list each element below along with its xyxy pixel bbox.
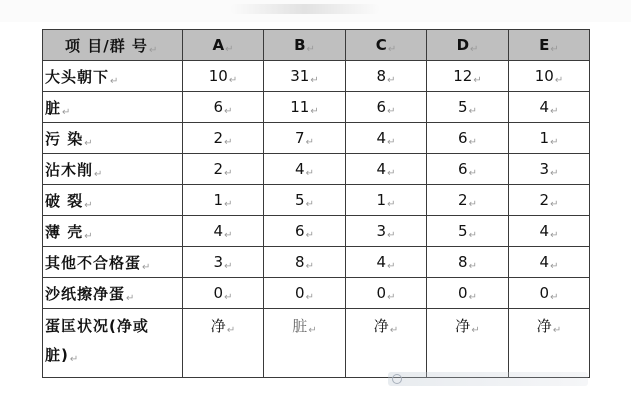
table-cell: 0↵ (427, 278, 509, 309)
table-cell: 净↵ (427, 309, 509, 378)
row-label: 薄 壳↵ (43, 216, 183, 247)
table-cell: 4↵ (346, 123, 427, 154)
table-row (43, 216, 590, 247)
return-mark-icon: ↵ (84, 199, 94, 211)
table-row (43, 247, 590, 278)
return-mark-icon: ↵ (554, 74, 564, 86)
return-mark-icon: ↵ (69, 354, 80, 365)
table-cell: 5↵ (427, 216, 509, 247)
table-cell: 1↵ (183, 185, 264, 216)
table-cell: 4↵ (346, 154, 427, 185)
table-cell: 10↵ (183, 61, 264, 92)
table-cell: 4↵ (183, 216, 264, 247)
table-cell: 10↵ (509, 61, 590, 92)
row-label: 沾木削↵ (43, 154, 183, 185)
table-cell: 12↵ (427, 61, 509, 92)
table-row (43, 309, 590, 378)
table-row (43, 92, 590, 123)
header-cell-c: C↵ (346, 30, 427, 61)
table-cell: 0↵ (264, 278, 346, 309)
row-label: 蛋匡状况(净或脏)↵ (43, 309, 183, 378)
table-cell: 2↵ (183, 123, 264, 154)
return-mark-icon: ↵ (224, 291, 233, 303)
table-row (43, 61, 590, 92)
table-cell: 11↵ (264, 92, 346, 123)
return-mark-icon: ↵ (387, 105, 396, 117)
return-mark-icon: ↵ (226, 325, 236, 336)
row-label: 沙纸擦净蛋↵ (43, 278, 183, 309)
return-mark-icon: ↵ (468, 136, 477, 148)
watermark-logo-icon (392, 374, 402, 384)
return-mark-icon: ↵ (62, 106, 72, 118)
return-mark-icon: ↵ (389, 325, 399, 336)
header-row (43, 30, 590, 61)
header-cell-b: B↵ (264, 30, 346, 61)
table-cell: 4↵ (509, 92, 590, 123)
table-cell: 0↵ (509, 278, 590, 309)
return-mark-icon: ↵ (84, 137, 94, 149)
return-mark-icon: ↵ (550, 105, 559, 117)
return-mark-icon: ↵ (310, 105, 319, 117)
return-mark-icon: ↵ (550, 167, 559, 179)
return-mark-icon: ↵ (225, 43, 234, 55)
table-cell: 2↵ (427, 185, 509, 216)
table-cell: 1↵ (346, 185, 427, 216)
return-mark-icon: ↵ (473, 74, 482, 86)
table-cell: 6↵ (183, 92, 264, 123)
table-cell: 6↵ (427, 123, 509, 154)
return-mark-icon: ↵ (387, 43, 397, 55)
table-cell: 0↵ (346, 278, 427, 309)
table-cell: 3↵ (346, 216, 427, 247)
return-mark-icon: ↵ (550, 260, 559, 272)
table-cell: 6↵ (264, 216, 346, 247)
row-label: 脏↵ (43, 92, 183, 123)
return-mark-icon: ↵ (387, 167, 396, 179)
table-row (43, 185, 590, 216)
header-cell-d: D↵ (427, 30, 509, 61)
row-label: 大头朝下↵ (43, 61, 183, 92)
return-mark-icon: ↵ (305, 260, 314, 272)
return-mark-icon: ↵ (148, 44, 159, 56)
return-mark-icon: ↵ (387, 260, 396, 272)
return-mark-icon: ↵ (224, 167, 233, 179)
return-mark-icon: ↵ (310, 74, 319, 86)
table-cell: 净↵ (346, 309, 427, 378)
return-mark-icon: ↵ (305, 136, 314, 148)
return-mark-icon: ↵ (387, 291, 396, 303)
return-mark-icon: ↵ (468, 198, 477, 210)
return-mark-icon: ↵ (110, 75, 120, 87)
table-cell: 1↵ (509, 123, 590, 154)
return-mark-icon: ↵ (224, 260, 233, 272)
return-mark-icon: ↵ (387, 74, 396, 86)
return-mark-icon: ↵ (550, 136, 559, 148)
table-cell: 3↵ (183, 247, 264, 278)
return-mark-icon: ↵ (84, 230, 94, 242)
return-mark-icon: ↵ (468, 260, 477, 272)
return-mark-icon: ↵ (142, 261, 152, 273)
table-cell: 31↵ (264, 61, 346, 92)
return-mark-icon: ↵ (224, 136, 233, 148)
defect-table (42, 29, 590, 378)
row-label: 污 染↵ (43, 123, 183, 154)
return-mark-icon: ↵ (308, 325, 317, 336)
return-mark-icon: ↵ (305, 229, 314, 241)
table-cell: 脏↵ (264, 309, 346, 378)
table-row (43, 123, 590, 154)
return-mark-icon: ↵ (550, 43, 559, 55)
table-cell: 6↵ (427, 154, 509, 185)
table-cell: 4↵ (264, 154, 346, 185)
return-mark-icon: ↵ (305, 198, 314, 210)
table-cell: 4↵ (509, 216, 590, 247)
table-cell: 4↵ (509, 247, 590, 278)
return-mark-icon: ↵ (550, 198, 559, 210)
return-mark-icon: ↵ (550, 291, 559, 303)
table-cell: 5↵ (264, 185, 346, 216)
return-mark-icon: ↵ (468, 291, 477, 303)
return-mark-icon: ↵ (468, 167, 477, 179)
return-mark-icon: ↵ (387, 198, 396, 210)
table-cell: 4↵ (346, 247, 427, 278)
header-cell-e: E↵ (509, 30, 590, 61)
return-mark-icon: ↵ (305, 291, 314, 303)
return-mark-icon: ↵ (224, 229, 233, 241)
return-mark-icon: ↵ (224, 105, 233, 117)
table-cell: 5↵ (427, 92, 509, 123)
watermark (388, 372, 588, 386)
return-mark-icon: ↵ (468, 229, 477, 241)
return-mark-icon: ↵ (470, 43, 479, 55)
return-mark-icon: ↵ (550, 229, 559, 241)
header-cell-a: A↵ (183, 30, 264, 61)
row-label: 破 裂↵ (43, 185, 183, 216)
table-row (43, 154, 590, 185)
return-mark-icon: ↵ (468, 105, 477, 117)
top-strip (0, 0, 631, 22)
return-mark-icon: ↵ (471, 325, 480, 336)
table-cell: 净↵ (183, 309, 264, 378)
header-cell-corner: 项 目/群 号↵ (43, 30, 183, 61)
table-cell: 8↵ (346, 61, 427, 92)
return-mark-icon: ↵ (126, 292, 136, 304)
table-cell: 0↵ (183, 278, 264, 309)
table-cell: 6↵ (346, 92, 427, 123)
return-mark-icon: ↵ (305, 167, 314, 179)
return-mark-icon: ↵ (228, 74, 238, 86)
table-cell: 8↵ (264, 247, 346, 278)
table-cell: 2↵ (183, 154, 264, 185)
faded-caption (230, 4, 380, 14)
return-mark-icon: ↵ (387, 229, 396, 241)
table-cell: 净↵ (509, 309, 590, 378)
row-label: 其他不合格蛋↵ (43, 247, 183, 278)
table-cell: 2↵ (509, 185, 590, 216)
return-mark-icon: ↵ (387, 136, 396, 148)
return-mark-icon: ↵ (224, 198, 233, 210)
return-mark-icon: ↵ (306, 43, 315, 55)
table-cell: 7↵ (264, 123, 346, 154)
return-mark-icon: ↵ (94, 168, 104, 180)
return-mark-icon: ↵ (552, 325, 562, 336)
table-row (43, 278, 590, 309)
table-cell: 8↵ (427, 247, 509, 278)
table-cell: 3↵ (509, 154, 590, 185)
